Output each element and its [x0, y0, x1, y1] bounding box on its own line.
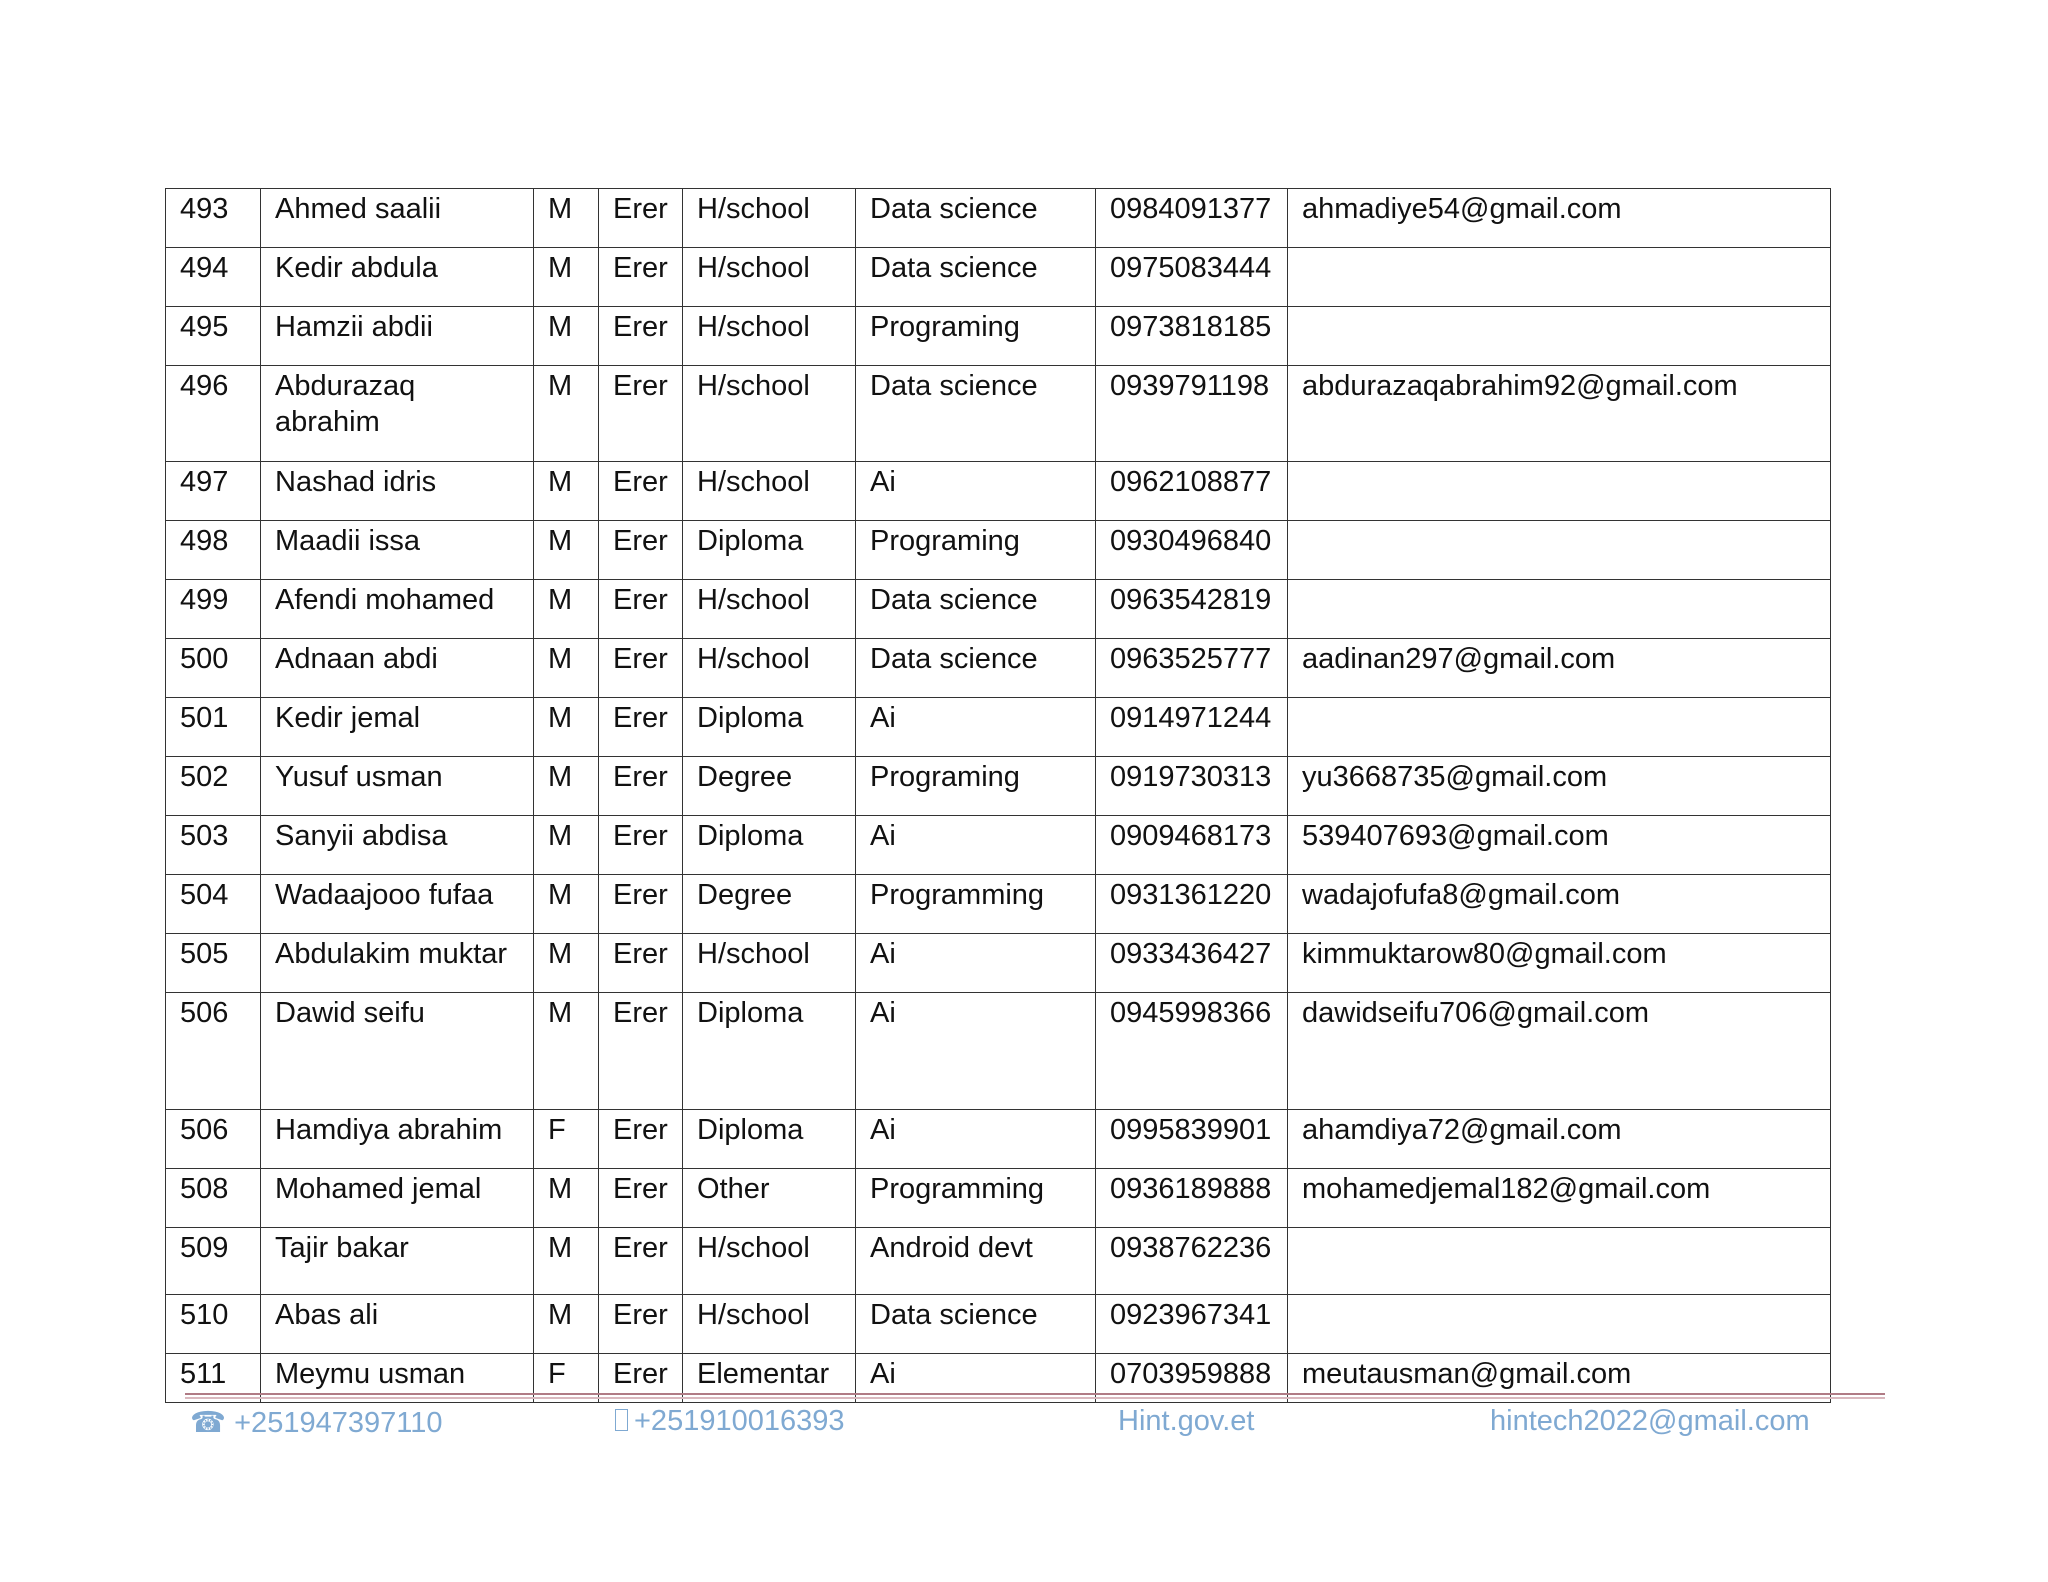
name-cell: Kedir abdula [261, 248, 534, 307]
footer-phone-2 [615, 1405, 844, 1438]
name-cell: Hamzii abdii [261, 307, 534, 366]
sex-cell: M [534, 934, 599, 993]
education-cell: Diploma [683, 1110, 856, 1169]
sex-cell: M [534, 1228, 599, 1295]
table-row [166, 934, 1831, 993]
email-cell: yu3668735@gmail.com [1288, 757, 1831, 816]
phone-icon: ☎ [190, 1407, 227, 1439]
field-cell: Data science [856, 1295, 1096, 1354]
location-cell: Erer [599, 521, 683, 580]
location-cell: Erer [599, 248, 683, 307]
table-row [166, 993, 1831, 1110]
row-number-cell: 495 [166, 307, 261, 366]
row-number-cell: 506 [166, 993, 261, 1110]
name-cell: Kedir jemal [261, 698, 534, 757]
email-cell: mohamedjemal182@gmail.com [1288, 1169, 1831, 1228]
education-cell: Diploma [683, 521, 856, 580]
name-cell: Dawid seifu [261, 993, 534, 1110]
location-cell: Erer [599, 934, 683, 993]
email-cell: ahmadiye54@gmail.com [1288, 189, 1831, 248]
phone-cell: 0975083444 [1096, 248, 1288, 307]
table-row [166, 580, 1831, 639]
footer-phone-1 [190, 1405, 442, 1440]
missing-glyph-icon [615, 1409, 628, 1431]
email-cell [1288, 248, 1831, 307]
field-cell: Programing [856, 307, 1096, 366]
table-row [166, 639, 1831, 698]
location-cell: Erer [599, 1354, 683, 1403]
education-cell: Diploma [683, 698, 856, 757]
phone-cell: 0936189888 [1096, 1169, 1288, 1228]
email-cell [1288, 521, 1831, 580]
name-cell: Afendi mohamed [261, 580, 534, 639]
table-row [166, 1169, 1831, 1228]
email-cell: abdurazaqabrahim92@gmail.com [1288, 366, 1831, 462]
table-row [166, 366, 1831, 462]
education-cell: H/school [683, 462, 856, 521]
row-number-cell: 510 [166, 1295, 261, 1354]
sex-cell: M [534, 816, 599, 875]
row-number-cell: 493 [166, 189, 261, 248]
name-cell: Hamdiya abrahim [261, 1110, 534, 1169]
email-cell [1288, 698, 1831, 757]
name-cell: Tajir bakar [261, 1228, 534, 1295]
phone-cell: 0963542819 [1096, 580, 1288, 639]
location-cell: Erer [599, 757, 683, 816]
table-row [166, 521, 1831, 580]
field-cell: Ai [856, 816, 1096, 875]
phone-cell: 0931361220 [1096, 875, 1288, 934]
sex-cell: M [534, 580, 599, 639]
sex-cell: M [534, 639, 599, 698]
sex-cell: M [534, 698, 599, 757]
field-cell: Programing [856, 521, 1096, 580]
phone-cell: 0703959888 [1096, 1354, 1288, 1403]
name-cell: Adnaan abdi [261, 639, 534, 698]
name-cell: Abdurazaq abrahim [261, 366, 534, 462]
education-cell: H/school [683, 639, 856, 698]
location-cell: Erer [599, 307, 683, 366]
name-cell: Mohamed jemal [261, 1169, 534, 1228]
sex-cell: M [534, 462, 599, 521]
trainee-table [165, 188, 1831, 1403]
sex-cell: F [534, 1110, 599, 1169]
row-number-cell: 497 [166, 462, 261, 521]
row-number-cell: 494 [166, 248, 261, 307]
row-number-cell: 501 [166, 698, 261, 757]
table-row [166, 462, 1831, 521]
email-cell [1288, 580, 1831, 639]
location-cell: Erer [599, 1228, 683, 1295]
field-cell: Ai [856, 993, 1096, 1110]
table-row [166, 816, 1831, 875]
education-cell: Elementar [683, 1354, 856, 1403]
location-cell: Erer [599, 189, 683, 248]
location-cell: Erer [599, 1295, 683, 1354]
footer-divider [185, 1393, 1885, 1399]
location-cell: Erer [599, 875, 683, 934]
phone-cell: 0995839901 [1096, 1110, 1288, 1169]
row-number-cell: 505 [166, 934, 261, 993]
phone-cell: 0909468173 [1096, 816, 1288, 875]
table-row [166, 698, 1831, 757]
email-cell: dawidseifu706@gmail.com [1288, 993, 1831, 1110]
location-cell: Erer [599, 1110, 683, 1169]
name-cell: Yusuf usman [261, 757, 534, 816]
table-row [166, 248, 1831, 307]
field-cell: Data science [856, 639, 1096, 698]
row-number-cell: 508 [166, 1169, 261, 1228]
row-number-cell: 504 [166, 875, 261, 934]
table-row [166, 757, 1831, 816]
name-cell: Meymu usman [261, 1354, 534, 1403]
email-cell [1288, 307, 1831, 366]
table-row [166, 875, 1831, 934]
location-cell: Erer [599, 993, 683, 1110]
name-cell: Wadaajooo fufaa [261, 875, 534, 934]
row-number-cell: 506 [166, 1110, 261, 1169]
field-cell: Programming [856, 1169, 1096, 1228]
sex-cell: M [534, 757, 599, 816]
footer-phone-1-text: +251947397110 [234, 1407, 443, 1439]
row-number-cell: 511 [166, 1354, 261, 1403]
email-cell: meutausman@gmail.com [1288, 1354, 1831, 1403]
sex-cell: M [534, 993, 599, 1110]
trainee-table-body [166, 189, 1831, 1403]
education-cell: H/school [683, 307, 856, 366]
phone-cell: 0973818185 [1096, 307, 1288, 366]
education-cell: H/school [683, 189, 856, 248]
email-cell: 539407693@gmail.com [1288, 816, 1831, 875]
table-row [166, 189, 1831, 248]
location-cell: Erer [599, 366, 683, 462]
sex-cell: M [534, 1295, 599, 1354]
education-cell: Diploma [683, 816, 856, 875]
footer-email: hintech2022@gmail.com [1490, 1405, 1810, 1437]
field-cell: Ai [856, 1354, 1096, 1403]
phone-cell: 0962108877 [1096, 462, 1288, 521]
field-cell: Data science [856, 580, 1096, 639]
sex-cell: M [534, 307, 599, 366]
location-cell: Erer [599, 639, 683, 698]
education-cell: H/school [683, 366, 856, 462]
footer-website: Hint.gov.et [1118, 1405, 1255, 1437]
email-cell: aadinan297@gmail.com [1288, 639, 1831, 698]
name-cell: Maadii issa [261, 521, 534, 580]
location-cell: Erer [599, 816, 683, 875]
education-cell: H/school [683, 1295, 856, 1354]
name-cell: Nashad idris [261, 462, 534, 521]
phone-cell: 0939791198 [1096, 366, 1288, 462]
phone-cell: 0938762236 [1096, 1228, 1288, 1295]
email-cell [1288, 1228, 1831, 1295]
name-cell: Abas ali [261, 1295, 534, 1354]
field-cell: Data science [856, 366, 1096, 462]
sex-cell: M [534, 366, 599, 462]
email-cell [1288, 1295, 1831, 1354]
field-cell: Programing [856, 757, 1096, 816]
row-number-cell: 503 [166, 816, 261, 875]
field-cell: Programming [856, 875, 1096, 934]
row-number-cell: 498 [166, 521, 261, 580]
sex-cell: M [534, 1169, 599, 1228]
sex-cell: M [534, 875, 599, 934]
sex-cell: F [534, 1354, 599, 1403]
education-cell: H/school [683, 1228, 856, 1295]
sex-cell: M [534, 189, 599, 248]
field-cell: Data science [856, 189, 1096, 248]
email-cell: ahamdiya72@gmail.com [1288, 1110, 1831, 1169]
phone-cell: 0984091377 [1096, 189, 1288, 248]
name-cell: Sanyii abdisa [261, 816, 534, 875]
table-row [166, 1228, 1831, 1295]
row-number-cell: 509 [166, 1228, 261, 1295]
footer-phone-2-text: +251910016393 [634, 1405, 845, 1437]
phone-cell: 0919730313 [1096, 757, 1288, 816]
email-cell: kimmuktarow80@gmail.com [1288, 934, 1831, 993]
phone-cell: 0933436427 [1096, 934, 1288, 993]
email-cell: wadajofufa8@gmail.com [1288, 875, 1831, 934]
field-cell: Android devt [856, 1228, 1096, 1295]
email-cell [1288, 462, 1831, 521]
education-cell: H/school [683, 248, 856, 307]
location-cell: Erer [599, 698, 683, 757]
row-number-cell: 500 [166, 639, 261, 698]
location-cell: Erer [599, 580, 683, 639]
phone-cell: 0945998366 [1096, 993, 1288, 1110]
sex-cell: M [534, 248, 599, 307]
table-row [166, 1295, 1831, 1354]
education-cell: Other [683, 1169, 856, 1228]
education-cell: H/school [683, 934, 856, 993]
field-cell: Ai [856, 934, 1096, 993]
education-cell: Diploma [683, 993, 856, 1110]
location-cell: Erer [599, 462, 683, 521]
table-row [166, 1110, 1831, 1169]
table-row [166, 307, 1831, 366]
sex-cell: M [534, 521, 599, 580]
field-cell: Ai [856, 462, 1096, 521]
phone-cell: 0914971244 [1096, 698, 1288, 757]
education-cell: Degree [683, 875, 856, 934]
name-cell: Abdulakim muktar [261, 934, 534, 993]
row-number-cell: 496 [166, 366, 261, 462]
row-number-cell: 499 [166, 580, 261, 639]
row-number-cell: 502 [166, 757, 261, 816]
field-cell: Ai [856, 1110, 1096, 1169]
location-cell: Erer [599, 1169, 683, 1228]
education-cell: Degree [683, 757, 856, 816]
phone-cell: 0930496840 [1096, 521, 1288, 580]
field-cell: Ai [856, 698, 1096, 757]
field-cell: Data science [856, 248, 1096, 307]
name-cell: Ahmed saalii [261, 189, 534, 248]
phone-cell: 0963525777 [1096, 639, 1288, 698]
phone-cell: 0923967341 [1096, 1295, 1288, 1354]
education-cell: H/school [683, 580, 856, 639]
